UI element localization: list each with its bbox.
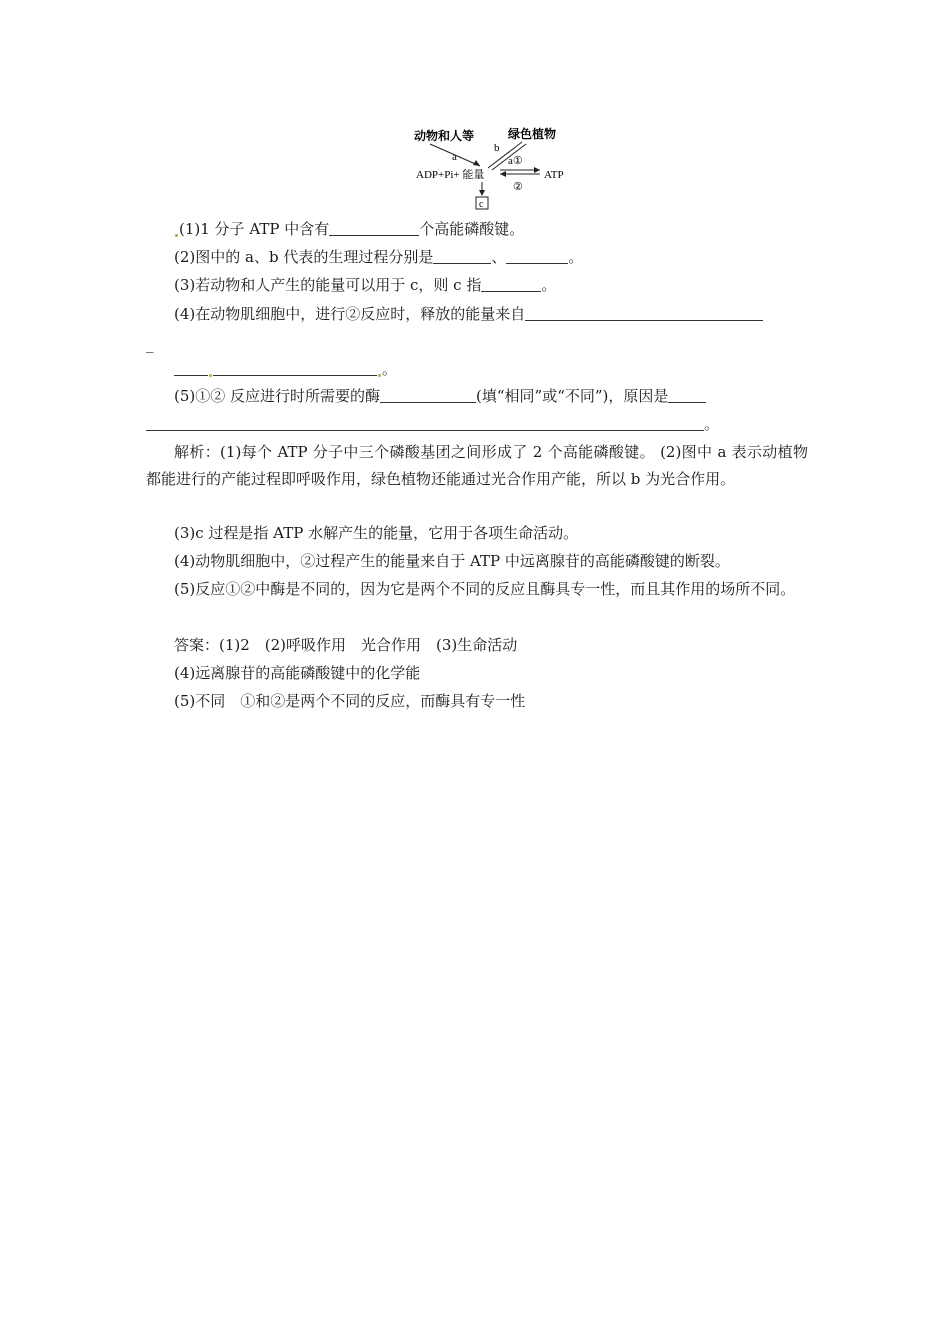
q4-blank-1[interactable] xyxy=(525,305,763,321)
down-arrow-head xyxy=(479,190,485,196)
q1-tail: 个高能磷酸键。 xyxy=(419,220,525,238)
c-label: c xyxy=(479,199,484,210)
q5-blank-3[interactable] xyxy=(146,415,704,431)
forward-arrow-head xyxy=(534,167,540,173)
q5-text: (5)①② 反应进行时所需要的酶 xyxy=(174,387,381,405)
analysis-p1: 解析：(1)每个 ATP 分子中三个磷酸基团之间形成了 2 个高能磷酸键。 (2)图中 a 表示动植物都能进行的产能过程即呼吸作用，绿色植物还能通过光合作用产能，所以 b 为光合作用。 xyxy=(146,443,808,488)
question-2 xyxy=(174,244,854,271)
question-3 xyxy=(174,272,854,299)
q4-tail: 。 xyxy=(382,360,398,378)
question-5-line-2 xyxy=(146,411,826,438)
reverse-arrow-head xyxy=(500,171,506,177)
label-b: b xyxy=(494,142,500,154)
q5-mid: (填“相同”或“不同”)，原因是 xyxy=(476,387,669,405)
q5-blank-1[interactable] xyxy=(380,387,476,403)
q3-blank[interactable] xyxy=(481,276,541,292)
answer-line-1: 答案：(1)2 (2)呼吸作用 光合作用 (3)生命活动 xyxy=(174,636,518,654)
q3-tail: 。 xyxy=(541,276,557,294)
animals-label: 动物和人等 xyxy=(414,129,475,143)
marker-dot xyxy=(378,374,381,377)
atp-node: ATP xyxy=(544,169,564,181)
q2-text: (2)图中的 a、b 代表的生理过程分别是 xyxy=(174,248,434,266)
label-2: ② xyxy=(513,181,523,193)
q4-dash: _ xyxy=(146,335,154,353)
q4-text: (4)在动物肌细胞中，进行②反应时，释放的能量来自 xyxy=(174,305,526,323)
q1-text: (1)1 分子 ATP 中含有 xyxy=(179,220,330,238)
analysis-p2: (3)c 过程是指 ATP 水解产生的能量，它用于各项生命活动。 xyxy=(174,524,579,542)
label-a1: a① xyxy=(508,155,523,167)
question-4-cont xyxy=(146,331,826,358)
question-4-line-2 xyxy=(174,356,854,383)
q2-sep: 、 xyxy=(491,248,507,266)
q4-blank-2a[interactable] xyxy=(174,360,208,376)
adp-node: ADP+Pi+ 能量 xyxy=(416,169,485,181)
question-4 xyxy=(174,301,854,328)
q2-blank-a[interactable] xyxy=(433,248,491,264)
q2-tail: 。 xyxy=(568,248,584,266)
question-5 xyxy=(174,383,854,410)
answer-line-3: (5)不同 ①和②是两个不同的反应，而酶具有专一性 xyxy=(174,692,526,710)
q2-blank-b[interactable] xyxy=(506,248,568,264)
marker-dot xyxy=(175,234,178,237)
q3-text: (3)若动物和人产生的能量可以用于 c，则 c 指 xyxy=(174,276,482,294)
analysis-p4: (5)反应①②中酶是不同的，因为它是两个不同的反应且酶具专一性，而且其作用的场所不同。 xyxy=(174,580,796,598)
q1-blank[interactable] xyxy=(329,220,419,236)
q5-blank-2[interactable] xyxy=(668,387,706,403)
q4-blank-2b[interactable] xyxy=(213,360,377,376)
analysis-p3: (4)动物肌细胞中，②过程产生的能量来自于 ATP 中远离腺苷的高能磷酸键的断裂。 xyxy=(174,552,730,570)
answer-line-2: (4)远离腺苷的高能磷酸键中的化学能 xyxy=(174,664,421,682)
label-a: a xyxy=(452,151,457,163)
plants-label: 绿色植物 xyxy=(508,127,557,141)
marker-dot xyxy=(209,374,212,377)
q5-tail: 。 xyxy=(704,415,720,433)
question-1 xyxy=(174,216,854,243)
atp-cycle-diagram xyxy=(400,124,580,210)
